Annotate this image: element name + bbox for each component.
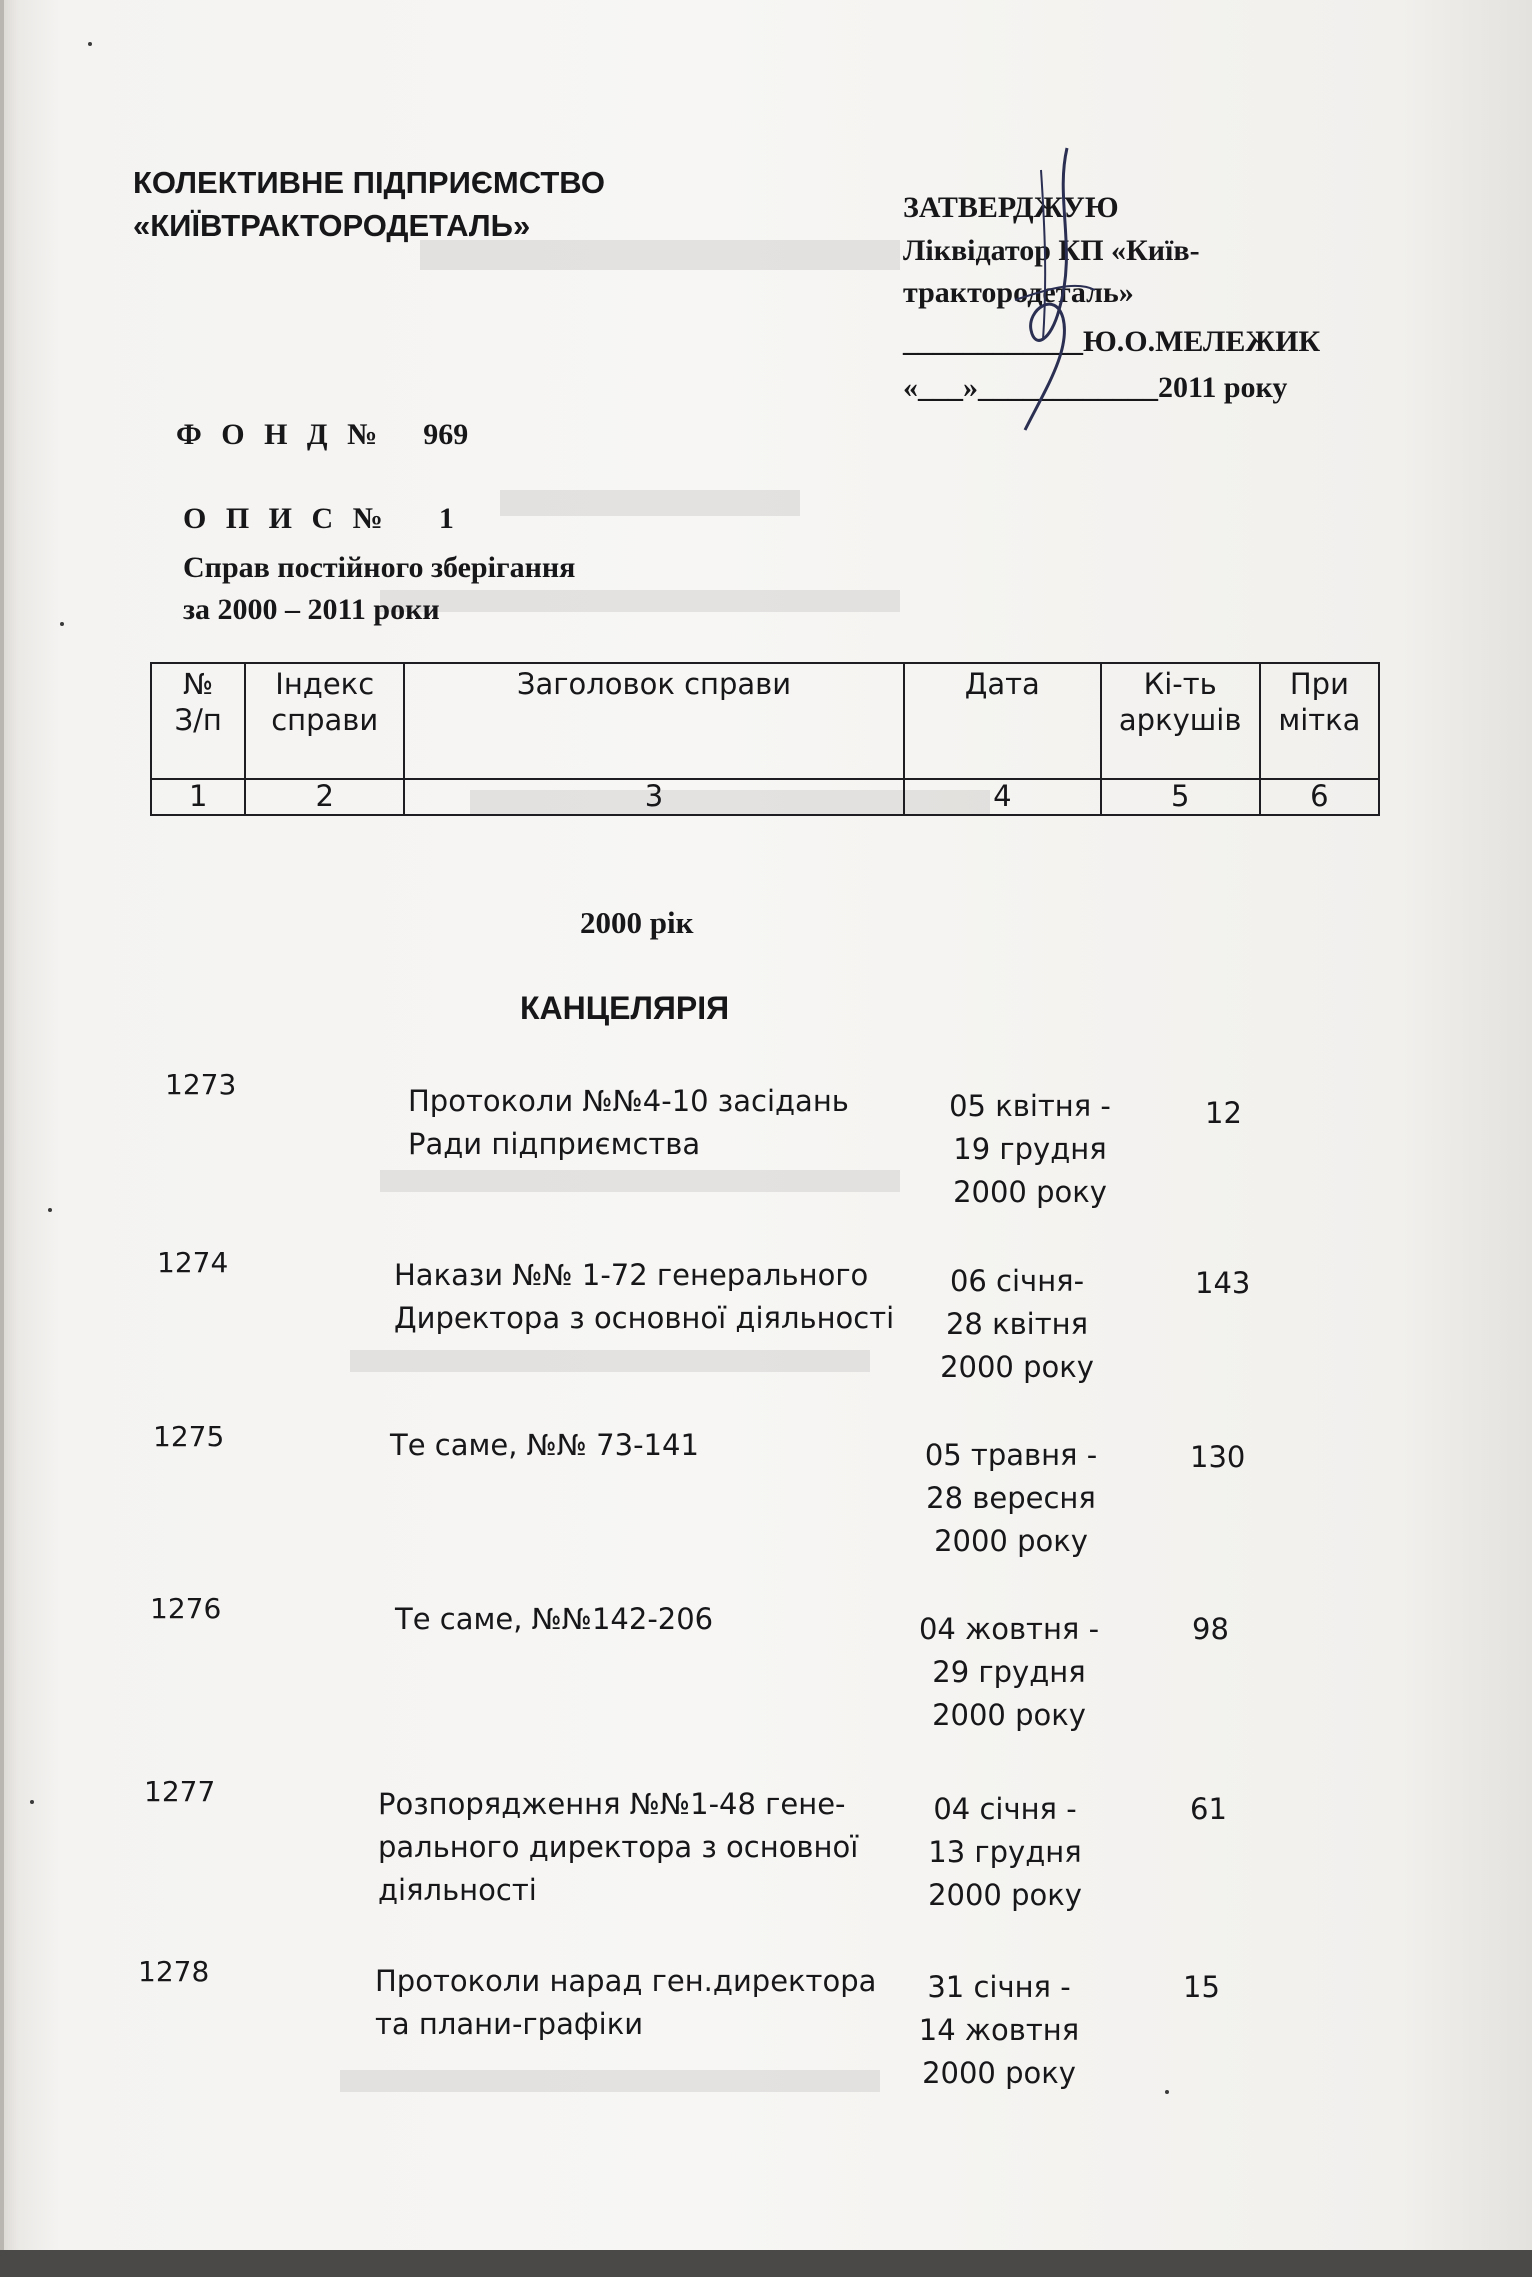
record-date: 05 квітня - 19 грудня 2000 року	[949, 1089, 1111, 1209]
opis-subtitle-line1: Справ постійного зберігання	[183, 551, 576, 584]
record-title: Протоколи №№4-10 засідань Ради підприємства	[408, 1084, 849, 1161]
org-name-line1: КОЛЕКТИВНЕ ПІДПРИЄМСТВО	[133, 165, 606, 200]
opis-line	[183, 502, 454, 536]
section-heading: КАНЦЕЛЯРІЯ	[520, 990, 730, 1026]
record-title: Те саме, №№ 73-141	[390, 1428, 699, 1462]
record-date: 31 січня - 14 жовтня 2000 року	[918, 1970, 1080, 2090]
paper-speck	[30, 1800, 34, 1804]
record-sheets: 15	[1183, 1970, 1220, 2004]
handwritten-signature	[985, 140, 1105, 440]
approve-title: ЗАТВЕРДЖУЮ	[903, 191, 1119, 224]
opis-subtitle-line2: за 2000 – 2011 роки	[183, 593, 440, 626]
inventory-table-header	[150, 662, 1380, 816]
record-date: 04 січня - 13 грудня 2000 року	[928, 1792, 1082, 1912]
col-num-1: 1	[151, 779, 245, 815]
scan-bottom-edge	[0, 2250, 1532, 2277]
approve-signature-line: ____________Ю.О.МЕЛЕЖИК	[903, 325, 1321, 358]
fond-number: 969	[423, 418, 469, 451]
bleed-through-mark	[380, 1170, 900, 1192]
col-num-5: 5	[1101, 779, 1260, 815]
paper-speck	[1165, 2090, 1169, 2094]
record-sheets: 143	[1195, 1266, 1251, 1300]
record-sheets: 61	[1190, 1792, 1227, 1826]
paper-speck	[88, 42, 92, 46]
approve-line1: Ліквідатор КП «Київ-	[903, 234, 1200, 267]
record-title: Протоколи нарад ген.директора та плани-графіки	[375, 1964, 877, 2041]
record-sheets: 12	[1205, 1096, 1242, 1130]
year-heading: 2000 рік	[580, 905, 694, 940]
record-index: 1276	[150, 1592, 222, 1625]
record-title: Те саме, №№142-206	[395, 1602, 714, 1636]
bleed-through-mark	[350, 1350, 870, 1372]
col-number-header: № З/п	[151, 663, 245, 779]
col-note-header: При мітка	[1260, 663, 1379, 779]
record-index: 1278	[138, 1955, 210, 1988]
record-title: Накази №№ 1-72 генерального Директора з основної діяльності	[394, 1258, 895, 1335]
record-index: 1273	[165, 1068, 237, 1101]
opis-number: 1	[438, 502, 454, 535]
record-date: 04 жовтня - 29 грудня 2000 року	[918, 1612, 1100, 1732]
paper-speck	[48, 1208, 52, 1212]
opis-label: О П И С №	[183, 502, 389, 535]
col-title-header: Заголовок справи	[404, 663, 904, 779]
col-num-3: 3	[404, 779, 904, 815]
record-date: 05 травня - 28 вересня 2000 року	[924, 1438, 1098, 1558]
record-sheets: 98	[1192, 1612, 1229, 1646]
record-index: 1274	[157, 1246, 229, 1279]
record-title: Розпорядження №№1-48 гене- рального директора з основної діяльності	[378, 1787, 859, 1907]
record-index: 1275	[153, 1420, 225, 1453]
col-sheets-header: Кі-ть аркушів	[1101, 663, 1260, 779]
col-index-header: Індекс справи	[245, 663, 404, 779]
binding-edge	[0, 0, 4, 2250]
col-num-4: 4	[904, 779, 1101, 815]
paper-speck	[60, 622, 64, 626]
org-name-line2: «КИЇВТРАКТОРОДЕТАЛЬ»	[133, 208, 531, 243]
record-index: 1277	[144, 1775, 216, 1808]
col-num-6: 6	[1260, 779, 1379, 815]
approve-line2: трактородеталь»	[903, 276, 1134, 309]
fond-line	[176, 418, 468, 452]
bleed-through-mark	[500, 490, 800, 516]
bleed-through-mark	[340, 2070, 880, 2092]
bleed-through-mark	[380, 590, 900, 612]
approve-date-line: «___»____________2011 року	[903, 371, 1288, 404]
record-sheets: 130	[1190, 1440, 1246, 1474]
col-date-header: Дата	[904, 663, 1101, 779]
record-date: 06 січня- 28 квітня 2000 року	[940, 1264, 1094, 1384]
col-num-2: 2	[245, 779, 404, 815]
fond-label: Ф О Н Д №	[176, 418, 384, 451]
